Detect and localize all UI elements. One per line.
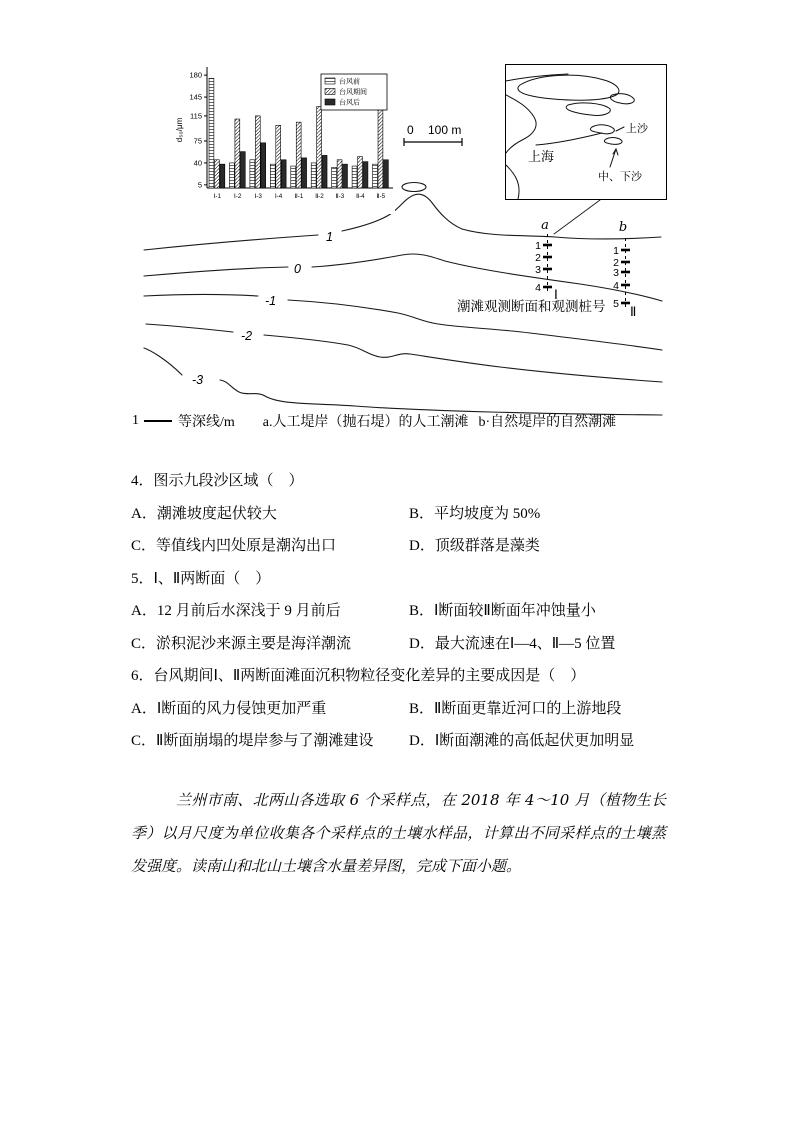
transect-b-point-5: 5: [613, 298, 619, 310]
x-tick-label: Ⅰ-3: [254, 193, 262, 200]
question-4-option-d: D．顶级群落是藻类: [409, 538, 540, 554]
legend-label: 台风前: [339, 78, 360, 86]
y-tick-label: 115: [190, 111, 202, 121]
question-5-option-d: D．最大流速在Ⅰ—4、Ⅱ—5 位置: [409, 635, 616, 652]
question-5-stem: 5．Ⅰ、Ⅱ两断面（ ）: [131, 570, 271, 587]
chart-bar: [343, 164, 348, 188]
question-6-options-row-1: [131, 693, 667, 726]
contour-line-minus2a: [146, 324, 233, 332]
chart-bar: [363, 162, 368, 188]
transect-a-point-3: 3: [535, 264, 541, 276]
chart-bar: [261, 143, 266, 188]
x-tick-label: Ⅰ-2: [233, 193, 242, 200]
chart-bar: [255, 116, 260, 188]
x-tick-label: Ⅱ-2: [315, 193, 324, 200]
question-6: [131, 660, 667, 758]
transect-a-label: a: [541, 218, 549, 233]
chart-bar: [337, 160, 342, 188]
chart-bar: [229, 163, 234, 188]
caption-note-a: a.人工堤岸（抛石堤）的人工潮滩: [262, 415, 469, 430]
chart-bar: [332, 167, 337, 188]
transect-annotation: 潮滩观测断面和观测桩号: [457, 299, 606, 314]
question-5-option-b: B．Ⅰ断面较Ⅱ断面年冲蚀量小: [409, 603, 596, 619]
sandbar-shangsha: [590, 125, 614, 134]
chart-bar: [270, 164, 275, 188]
caption-note-b: b·自然堤岸的自然潮滩: [478, 415, 617, 430]
chart-bar: [240, 152, 245, 188]
chart-bar: [302, 158, 307, 188]
question-6-option-d: D．Ⅰ断面潮滩的高低起伏更加明显: [409, 733, 635, 749]
transect-b: [613, 220, 636, 319]
question-4-options-row-1: [131, 498, 667, 531]
mainland-coastline-south: [506, 165, 519, 199]
inset-pointer-line: [554, 200, 600, 234]
transect-b-point-3: 3: [613, 267, 619, 279]
chart-bar: [296, 122, 301, 188]
grain-size-bar-chart: [175, 62, 395, 214]
contour-line-0b: [312, 254, 662, 301]
contour-line-minus1a: [144, 295, 258, 297]
y-axis-label: d₅₀/μm: [175, 117, 184, 143]
contour-legend-line: [144, 420, 172, 422]
island-changxing: [566, 103, 610, 116]
chart-bar: [250, 160, 255, 188]
question-4-stem: 4．图示九段沙区域（ ）: [131, 473, 304, 489]
mainland-coastline: [506, 95, 536, 153]
question-5-option-c: C．淤积泥沙来源主要是海洋潮流: [131, 635, 352, 652]
y-tick-label: 75: [193, 136, 202, 146]
contour-line-minus3a: [144, 348, 182, 375]
contour-line-minus3b: [220, 380, 662, 415]
contour-label-minus2: -2: [241, 329, 253, 343]
chart-bar: [209, 78, 214, 188]
chart-bar: [383, 160, 388, 188]
location-inset-map: [505, 64, 667, 200]
chart-bar: [291, 166, 296, 188]
question-6-options-row-2: [131, 725, 667, 758]
contour-label-minus1: -1: [265, 294, 277, 308]
transect-b-point-1: 1: [613, 245, 619, 257]
chart-bar: [358, 157, 363, 188]
chart-bar: [214, 160, 219, 188]
transect-b-section-label: Ⅱ: [630, 304, 637, 319]
transect-a-point-4: 4: [535, 282, 541, 294]
tidal-flat-figure: [130, 58, 678, 418]
contour-label-plus1: 1: [326, 230, 333, 244]
question-5: [131, 563, 667, 661]
question-4-options-row-2: [131, 530, 667, 563]
legend-swatch: [325, 78, 335, 84]
shanghai-coastline-map: [506, 65, 666, 199]
figure-caption: [132, 411, 677, 431]
x-tick-label: Ⅰ-4: [274, 193, 283, 200]
reading-passage: 兰州市南、北两山各选取 6 个采样点，在 2018 年 4～10 月（植物生长季）以月尺度为单位收集各个采样点的土壤水样品，计算出不同采样点的土壤蒸发强度。读南山和北山土壤含水量差异图，完成下面小题。: [131, 791, 666, 875]
sandbar-zhongxiasha: [604, 138, 622, 145]
y-tick-label: 145: [189, 92, 202, 102]
island-hengsha: [610, 94, 634, 104]
contour-label-minus3: -3: [192, 373, 204, 387]
question-4-option-a: A．潮滩坡度起伏较大: [131, 505, 277, 522]
question-4-option-b: B．平均坡度为 50%: [409, 505, 541, 522]
chart-bar: [373, 164, 378, 188]
zhongxiasha-pointer: [610, 149, 616, 167]
transect-a-section-label: Ⅰ: [554, 287, 558, 302]
question-4: [131, 465, 667, 563]
x-tick-label: Ⅱ-4: [355, 193, 365, 200]
y-tick-label: 180: [189, 70, 202, 80]
contour-label-0: 0: [294, 262, 301, 276]
transect-b-label: b: [618, 220, 628, 235]
zhongxiasha-label: 中、下沙: [598, 171, 642, 183]
scale-zero-label: 0: [407, 123, 414, 137]
caption-legend-label: 等深线/m: [178, 415, 235, 430]
question-5-options-row-1: [131, 595, 667, 628]
question-6-option-a: A．Ⅰ断面的风力侵蚀更加严重: [131, 700, 327, 717]
transect-a-point-1: 1: [535, 240, 541, 252]
question-6-option-b: B．Ⅱ断面更靠近河口的上游地段: [409, 700, 622, 717]
legend-label: 台风后: [339, 99, 360, 107]
legend-swatch: [325, 89, 335, 95]
transect-b-point-2: 2: [613, 257, 619, 269]
shangsha-pointer: [616, 127, 624, 131]
caption-legend-number: 1: [132, 413, 139, 428]
question-6-option-c: C．Ⅱ断面崩塌的堤岸参与了潮滩建设: [131, 733, 374, 749]
scale-bar: [404, 123, 462, 146]
x-tick-label: Ⅱ-5: [376, 193, 386, 200]
y-tick-label: 5: [197, 180, 202, 190]
x-tick-label: Ⅱ-1: [294, 193, 304, 200]
shanghai-label: 上海: [528, 149, 555, 164]
chart-bar: [352, 166, 357, 188]
question-5-option-a: A．12 月前后水深浅于 9 月前后: [131, 603, 341, 619]
contour-line-0a: [144, 267, 288, 276]
legend-swatch: [325, 99, 335, 105]
chart-bar: [281, 160, 286, 188]
transect-a: [535, 218, 558, 302]
shangsha-label: 上沙: [626, 123, 648, 135]
question-4-option-c: C．等值线内凹处原是潮沟出口: [131, 538, 337, 554]
scale-distance-label: 100 m: [428, 123, 462, 137]
y-tick-label: 40: [193, 158, 202, 168]
transect-b-point-4: 4: [613, 280, 619, 292]
legend-label: 台风期间: [339, 89, 367, 97]
question-area: [131, 465, 667, 758]
x-tick-label: Ⅱ-3: [335, 193, 345, 200]
bar-chart-inset: [175, 62, 395, 214]
chart-bar: [235, 119, 240, 188]
chart-bar: [311, 163, 316, 188]
question-5-options-row-2: [131, 628, 667, 661]
contour-line-plus1: [144, 235, 318, 250]
chart-bar: [317, 106, 322, 188]
chart-bar: [276, 125, 281, 188]
chart-bar: [322, 155, 327, 188]
island-chongming: [518, 75, 619, 100]
x-tick-label: Ⅰ-1: [213, 193, 221, 200]
question-6-stem: 6．台风期间Ⅰ、Ⅱ两断面滩面沉积物粒径变化差异的主要成因是（ ）: [131, 668, 586, 684]
contour-closed-loop: [402, 183, 426, 192]
chart-bar: [220, 164, 225, 188]
estuary-south-bank: [536, 133, 602, 145]
transect-a-point-2: 2: [535, 252, 541, 264]
